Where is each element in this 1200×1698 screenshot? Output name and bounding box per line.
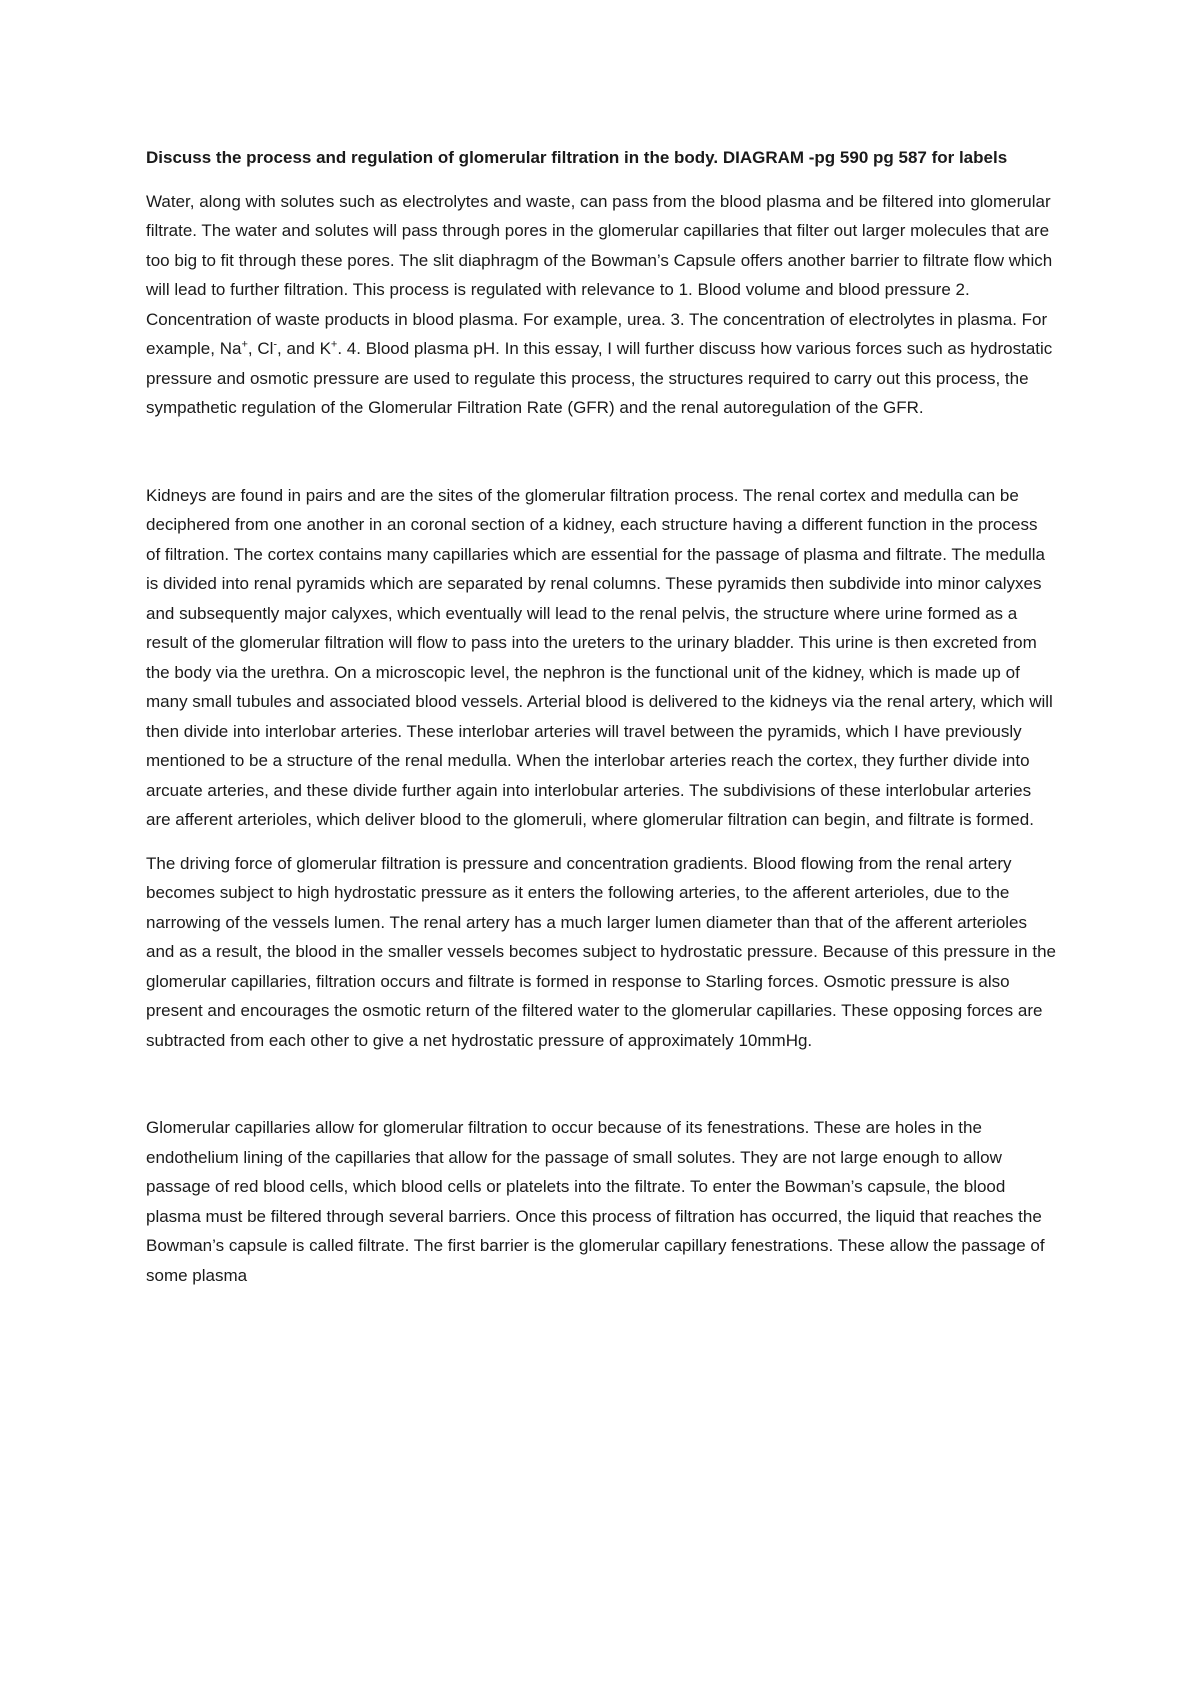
kidney-structure-paragraph: Kidneys are found in pairs and are the sites of the glomerular filtration process. The renal cortex and medulla can be deciphered from one another in an coronal section of a kidney, each structure having a different function in the process of filtration. The cortex contains many capillaries which are essential for the passage of plasma and filtrate. The medulla is divided into renal pyramids which are separated by renal columns. These pyramids then subdivide into minor calyxes and subsequently major calyxes, which eventually will lead to the renal pelvis, the structure where urine formed as a result of the glomerular filtration will flow to pass into the ureters to the urinary bladder. This urine is then excreted from the body via the urethra. On a microscopic level, the nephron is the functional unit of the kidney, which is made up of many small tubules and associated blood vessels. Arterial blood is delivered to the kidneys via the renal artery, which will then divide into interlobar arteries. These interlobar arteries will travel between the pyramids, which I have previously mentioned to be a structure of the renal medulla. When the interlobar arteries reach the cortex, they further divide into arcuate arteries, and these divide further again into interlobular arteries. The subdivisions of these interlobular arteries are afferent arterioles, which deliver blood to the glomeruli, where glomerular filtration can begin, and filtrate is formed. (146, 485, 1053, 829)
intro-text-4: . 4. Blood plasma pH. In this essay, I will further discuss how various forces such as hydrostatic pressure and osmotic pressure are used to regulate this process, the structures required to carry out this process, the sympathetic regulation of the Glomerular Filtration Rate (GFR) and the renal autoregulation of the GFR. (146, 339, 1053, 417)
capillaries-paragraph: Glomerular capillaries allow for glomerular filtration to occur because of its fenestrations. These are holes in the endothelium lining of the capillaries that allow for the passage of small solutes. They are not large enough to allow passage of red blood cells, which blood cells or platelets into the filtrate. To enter the Bowman’s capsule, the blood plasma must be filtered through several barriers. Once this process of filtration has occurred, the liquid that reaches the Bowman’s capsule is called filtrate. The first barrier is the glomerular capillary fenestrations. These allow the passage of some plasma (146, 1118, 1045, 1285)
potassium-charge: + (330, 338, 338, 351)
intro-paragraph (146, 187, 1056, 423)
paragraph-spacer (146, 1069, 1056, 1113)
sodium-charge: + (241, 338, 248, 351)
intro-text-2: , Cl (247, 339, 274, 358)
intro-text-3: , and K (277, 339, 331, 358)
document-title: Discuss the process and regulation of glomerular filtration in the body. DIAGRAM -pg 590 pg 587 for labels (146, 148, 1008, 167)
driving-force-paragraph: The driving force of glomerular filtration is pressure and concentration gradients. Blood flowing from the renal artery becomes subject to high hydrostatic pressure as it enters the following arteries, to the afferent arterioles, due to the narrowing of the vessels lumen. The renal artery has a much larger lumen diameter than that of the afferent arterioles and as a result, the blood in the smaller vessels becomes subject to hydrostatic pressure. Because of this pressure in the glomerular capillaries, filtration occurs and filtrate is formed in response to Starling forces. Osmotic pressure is also present and encourages the osmotic return of the filtered water to the glomerular capillaries. These opposing forces are subtracted from each other to give a net hydrostatic pressure of approximately 10mmHg. (146, 853, 1056, 1050)
chloride-charge: - (273, 338, 278, 351)
intro-text-1: Water, along with solutes such as electrolytes and waste, can pass from the blood plasma and be filtered into glomerular filtrate. The water and solutes will pass through pores in the glomerular capillaries that filter out larger molecules that are too big to fit through these pores. The slit diaphragm of the Bowman’s Capsule offers another barrier to filtrate flow which will lead to further filtration. This process is regulated with relevance to 1. Blood volume and blood pressure 2. Concentration of waste products in blood plasma. For example, urea. 3. The concentration of electrolytes in plasma. For example, Na (146, 191, 1053, 358)
paragraph-spacer (146, 437, 1056, 481)
document-content (146, 143, 1056, 1304)
